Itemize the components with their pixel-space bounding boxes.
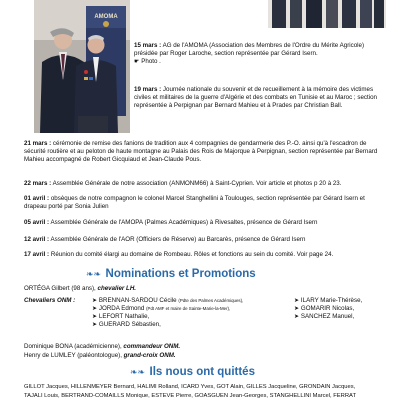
nominee-name: LEFORT Nathalie,: [98, 313, 150, 320]
nomination-ortega: [24, 285, 384, 293]
nominee-name: Henry de LUMLEY (paléontologue),: [24, 352, 122, 359]
event-text: Assemblée Générale de l'AMOPA (Palmes Académiques) à Rivesaltes, présence de Gérard Isern: [50, 219, 318, 226]
list-item: [92, 321, 292, 329]
obituary-line-1: GILLOT Jacques, HILLENMEYER Bernard, HALIMI Rolland, ICARD Yves, GOT Alain, GILLES Jacqueline, GRONDAIN Jacques,: [24, 384, 356, 390]
arrow-icon: ➤: [294, 297, 300, 304]
camera-icon: ☛: [134, 58, 140, 65]
chevaliers-label: Chevaliers ONM :: [24, 297, 76, 304]
event-photo: [34, 0, 130, 133]
nominee-rank: chevalier LH.: [97, 285, 137, 292]
event-apr12: [24, 236, 386, 244]
nominee-rank: commandeur ONM.: [123, 343, 181, 350]
event-date: 22 mars :: [24, 180, 52, 187]
nominee-name: Dominique BONA (académicienne),: [24, 343, 122, 350]
event-date: 01 avril :: [24, 195, 50, 202]
list-item: [92, 305, 292, 313]
event-date: 12 avril :: [24, 236, 50, 243]
arrow-icon: ➤: [294, 313, 300, 320]
nominee-name: ORTÉGA Gilbert (98 ans),: [24, 285, 96, 292]
list-item: [294, 297, 394, 305]
event-text: Journée nationale du souvenir et de recueillement à la mémoire des victimes civiles et militaires de la guerre d'Algérie et des combats en Tunisie et au Maroc ; section représentée à Perpignan par Bernard Mahieu et à Prades par Christian Ball.: [134, 86, 377, 109]
event-date: 15 mars :: [134, 42, 162, 49]
event-text: Assemblée Générale de notre association (ANMONM66) à Saint-Cyprien. Voir article et photos p 20 à 23.: [52, 180, 342, 187]
event-text: Assemblée Générale de l'AOR (Officiers de Réserve) au Barcarès, présence de Gérard Isern: [50, 236, 306, 243]
event-date: 17 avril :: [24, 251, 50, 258]
event-text: obsèques de notre compagnon le colonel Marcel Stanghellini à Toulouges, section représentée par Gérard Isern et drapeau porté par Sonia Julien: [24, 195, 365, 210]
arrow-icon: ➤: [92, 313, 98, 320]
event-apr01: [24, 195, 386, 211]
ornament-icon: ❧❧: [86, 269, 102, 279]
event-date: 19 mars :: [134, 86, 162, 93]
event-apr05: [24, 219, 386, 227]
nominee-name: JORDA Edmond: [98, 305, 145, 312]
photo-label: Photo .: [141, 58, 161, 65]
chevaliers-list-right: [294, 297, 394, 321]
list-item: [294, 313, 394, 321]
arrow-icon: ➤: [92, 297, 98, 304]
banner-text: AMOMA: [94, 14, 118, 20]
event-date: 21 mars :: [24, 140, 52, 147]
event-apr17: [24, 251, 386, 259]
nominee-name: GOMARIR Nicolas,: [300, 305, 355, 312]
event-mar22: [24, 180, 386, 188]
event-date: 05 avril :: [24, 219, 50, 226]
chevaliers-list-left: [92, 297, 292, 329]
previous-page-photo: [268, 0, 386, 28]
nominations-title: Nominations et Promotions: [105, 268, 256, 280]
nominee-name: ILARY Marie-Thérèse,: [300, 297, 363, 304]
event-text: AG de l'AMOMA (Association des Membres de l'Ordre du Mérite Agricole) présidée par Roger Laroche, section représentée par Gérard Isern.: [134, 42, 365, 57]
arrow-icon: ➤: [92, 321, 98, 328]
list-item: [294, 305, 394, 313]
event-text: Réunion du comité élargi au domaine de Rombeau. Rôles et fonctions au sein du comité. Voir page 24.: [50, 251, 334, 258]
nominee-note: (Pdt AMF et maire de Sainte-Marie-la-Mer),: [146, 306, 231, 311]
nominations-heading: [86, 264, 326, 280]
event-mar15: [134, 42, 384, 66]
nominee-name: GUERARD Sébastien,: [98, 321, 161, 328]
chevaliers-label-row: [24, 297, 75, 305]
obituary-line-2: TAJALI Louis, BERTRAND-COMAILLS Monique, ESTEVE Pierre, GOASGUEN Jean-Georges, STANGHELLINI Marcel, FERRAT: [24, 393, 357, 399]
arrow-icon: ➤: [92, 305, 98, 312]
event-text: cérémonie de remise des fanions de tradition aux 4 compagnies de gendarmerie des P.-O. ainsi qu'à l'escadron de sécurité routière et au peloton de haute montagne au Palais des Rois de Majorque à Perpignan, section représentée par Bernard Mahieu accompagné de Robert Gicquiaud et Jean-Claude Pous.: [24, 140, 378, 163]
event-photo-image: [34, 0, 130, 133]
nominee-rank: grand-croix ONM.: [123, 352, 176, 359]
obituary-heading: [130, 362, 290, 378]
previous-page-photo-image: [268, 0, 386, 28]
nominee-note: (Pdte des Palmes Académiques),: [178, 298, 244, 303]
obituary-title: Ils nous ont quittés: [149, 366, 255, 378]
arrow-icon: ➤: [294, 305, 300, 312]
ornament-icon: ❧❧: [130, 367, 146, 377]
nominee-name: BRENNAN-SARDOU Cécile: [98, 297, 177, 304]
list-item: [92, 297, 292, 305]
list-item: [92, 313, 292, 321]
event-mar19: [134, 86, 386, 110]
nomination-bona: [24, 343, 384, 351]
nominee-name: SANCHEZ Manuel,: [300, 313, 355, 320]
nomination-lumley: [24, 352, 384, 360]
event-mar21: [24, 140, 386, 164]
